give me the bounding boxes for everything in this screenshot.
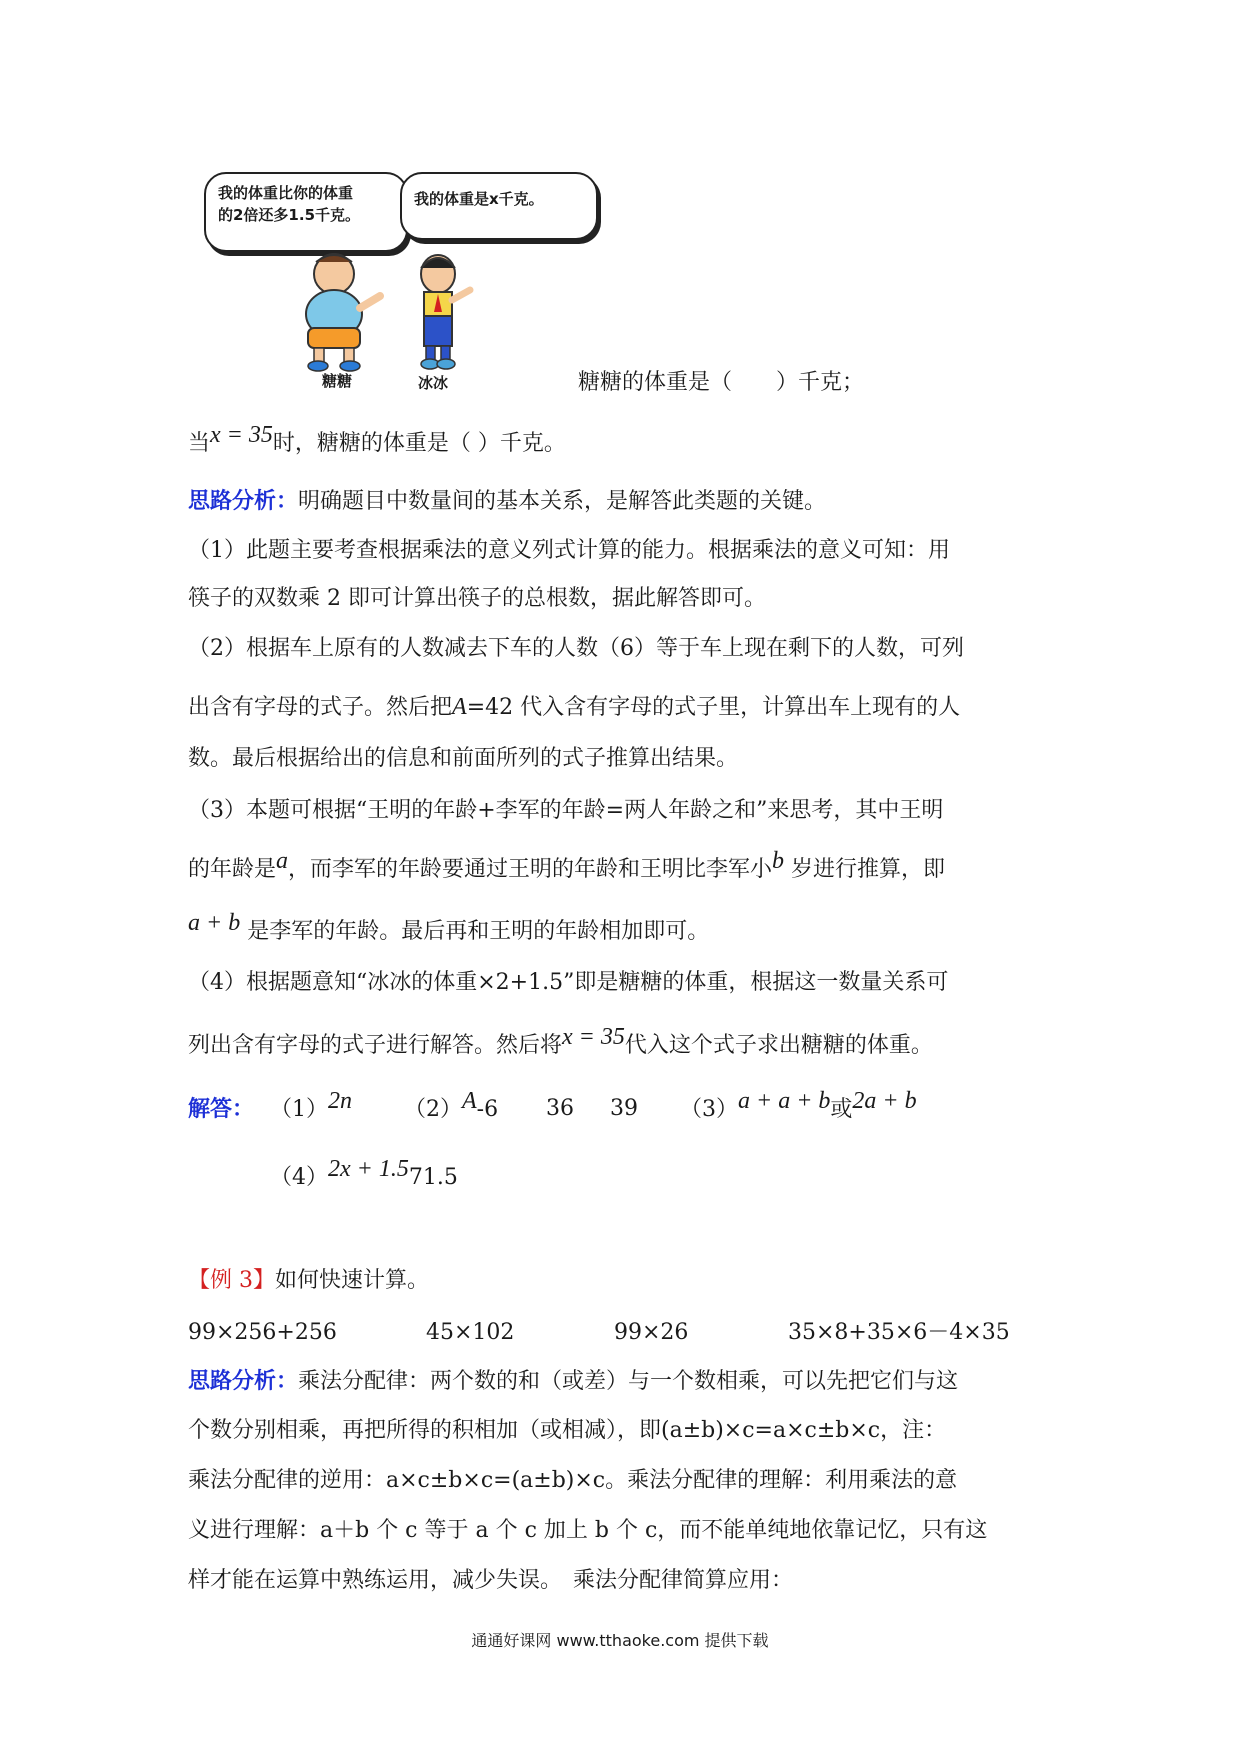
p2-l2-math: A [452, 694, 467, 720]
example3-heading [188, 1266, 429, 1296]
answer-3 [680, 1088, 917, 1125]
analysis1-p2-l3: 数。最后根据给出的信息和前面所列的式子推算出结果。 [188, 746, 739, 771]
answer-1 [270, 1088, 352, 1125]
q2-suffix: 时，糖糖的体重是（ ）千克。 [272, 431, 566, 456]
answer-3-or: 或 [830, 1097, 853, 1122]
answer-4-math: 2x + 1.5 [328, 1156, 409, 1182]
answer-2-val-39: 39 [610, 1096, 638, 1121]
p3-l2-math-a: a [276, 848, 289, 874]
analysis1-label: 思路分析： [188, 488, 299, 514]
analysis1-p2-l1: （2）根据车上原有的人数减去下车的人数（6）等于车上现在剩下的人数，可列 [188, 636, 964, 661]
answer-2-b: -6 [476, 1097, 499, 1122]
p3-l3-math: a + b [188, 910, 241, 936]
question-line-1: 糖糖的体重是（ ）千克； [578, 370, 865, 395]
example3-expr-3: 99×26 [614, 1320, 689, 1345]
answer-label: 解答： [188, 1096, 255, 1122]
answer-2-num: （2） [404, 1097, 462, 1122]
answer-3-num: （3） [680, 1097, 738, 1122]
speech-bubble-left [204, 172, 408, 252]
answer-2-val-36: 36 [546, 1096, 574, 1121]
p3-l2-b: ，而李军的年龄要通过王明的年龄和王明比李军小 [288, 857, 773, 882]
analysis1-p1-l1: （1）此题主要考查根据乘法的意义列式计算的能力。根据乘法的意义可知：用 [188, 538, 950, 563]
p2-l2-a: 出含有字母的式子。然后把 [188, 695, 453, 720]
p3-l2-math-b: b [772, 848, 785, 874]
boy-tangtang-icon [290, 248, 390, 372]
analysis1-intro [188, 486, 826, 517]
analysis2-l2: 个数分别相乘，再把所得的积相加（或相减），即(a±b)×c=a×c±b×c，注： [188, 1418, 947, 1443]
p2-l2-b: =42 代入含有字母的式子里，计算出车上现有的人 [466, 695, 961, 720]
caption-tangtang: 糖糖 [322, 372, 353, 390]
answer-3-math-1: a + a + b [738, 1088, 831, 1114]
p3-l3-b: 是李军的年龄。最后再和王明的年龄相加即可。 [240, 919, 710, 944]
answer-row-1 [188, 1094, 254, 1125]
answer-3-math-2: 2a + b [852, 1088, 917, 1114]
bubble-left-line-1: 我的体重比你的体重 [218, 184, 354, 202]
question-line-2 [188, 422, 566, 459]
caption-bingbing: 冰冰 [418, 374, 449, 392]
answer-2 [404, 1088, 499, 1125]
analysis2-l5: 样才能在运算中熟练运用，减少失误。 乘法分配律简算应用： [188, 1568, 794, 1593]
bubble-left-line-2: 的2倍还多1.5千克。 [218, 206, 361, 224]
answer-1-num: （1） [270, 1097, 328, 1122]
analysis1-p4-l2 [188, 1024, 933, 1061]
analysis1-p3-l3 [188, 910, 710, 947]
p4-l2-a: 列出含有字母的式子进行解答。然后将 [188, 1033, 563, 1058]
p3-l2-a: 的年龄是 [188, 857, 277, 882]
example3-tag: 【例 3】 [188, 1268, 275, 1293]
speech-bubble-right [400, 172, 598, 240]
answer-4-val: 71.5 [408, 1165, 458, 1190]
analysis2-l1-text: 乘法分配律：两个数的和（或差）与一个数相乘，可以先把它们与这 [298, 1369, 959, 1394]
example3-expr-2: 45×102 [426, 1320, 515, 1345]
answer-2-math: A [462, 1088, 477, 1114]
q2-math: x = 35 [210, 422, 273, 448]
page-footer: 通通好课网 www.tthaoke.com 提供下载 [471, 1631, 769, 1650]
analysis1-p1-l2: 筷子的双数乘 2 即可计算出筷子的总根数，据此解答即可。 [188, 586, 766, 611]
bubble-right-text: 我的体重是x千克。 [414, 190, 544, 208]
boy-bingbing-icon [408, 250, 478, 372]
analysis2-l1 [188, 1366, 958, 1397]
example3-expr-1: 99×256+256 [188, 1320, 337, 1345]
q2-prefix: 当 [188, 431, 211, 456]
analysis1-p3-l1: （3）本题可根据“王明的年龄+李军的年龄=两人年龄之和”来思考，其中王明 [188, 798, 944, 823]
analysis1-p4-l1: （4）根据题意知“冰冰的体重×2+1.5”即是糖糖的体重，根据这一数量关系可 [188, 970, 949, 995]
p4-l2-math: x = 35 [562, 1024, 625, 1050]
p4-l2-b: 代入这个式子求出糖糖的体重。 [624, 1033, 933, 1058]
example3-title: 如何快速计算。 [275, 1268, 430, 1293]
analysis1-p3-l2 [188, 848, 946, 885]
example3-expr-4: 35×8+35×6－4×35 [788, 1320, 1010, 1345]
answer-4 [270, 1156, 458, 1193]
answer-4-num: （4） [270, 1165, 328, 1190]
analysis2-l4: 义进行理解：a＋b 个 c 等于 a 个 c 加上 b 个 c，而不能单纯地依靠记忆，只有这 [188, 1518, 988, 1543]
analysis1-intro-text: 明确题目中数量间的基本关系，是解答此类题的关键。 [298, 489, 827, 514]
analysis1-p2-l2 [188, 692, 960, 723]
answer-1-math: 2n [328, 1088, 352, 1114]
analysis2-l3: 乘法分配律的逆用：a×c±b×c=(a±b)×c。乘法分配律的理解：利用乘法的意 [188, 1468, 958, 1493]
analysis2-label: 思路分析： [188, 1368, 299, 1394]
p3-l2-c: 岁进行推算，即 [784, 857, 946, 882]
